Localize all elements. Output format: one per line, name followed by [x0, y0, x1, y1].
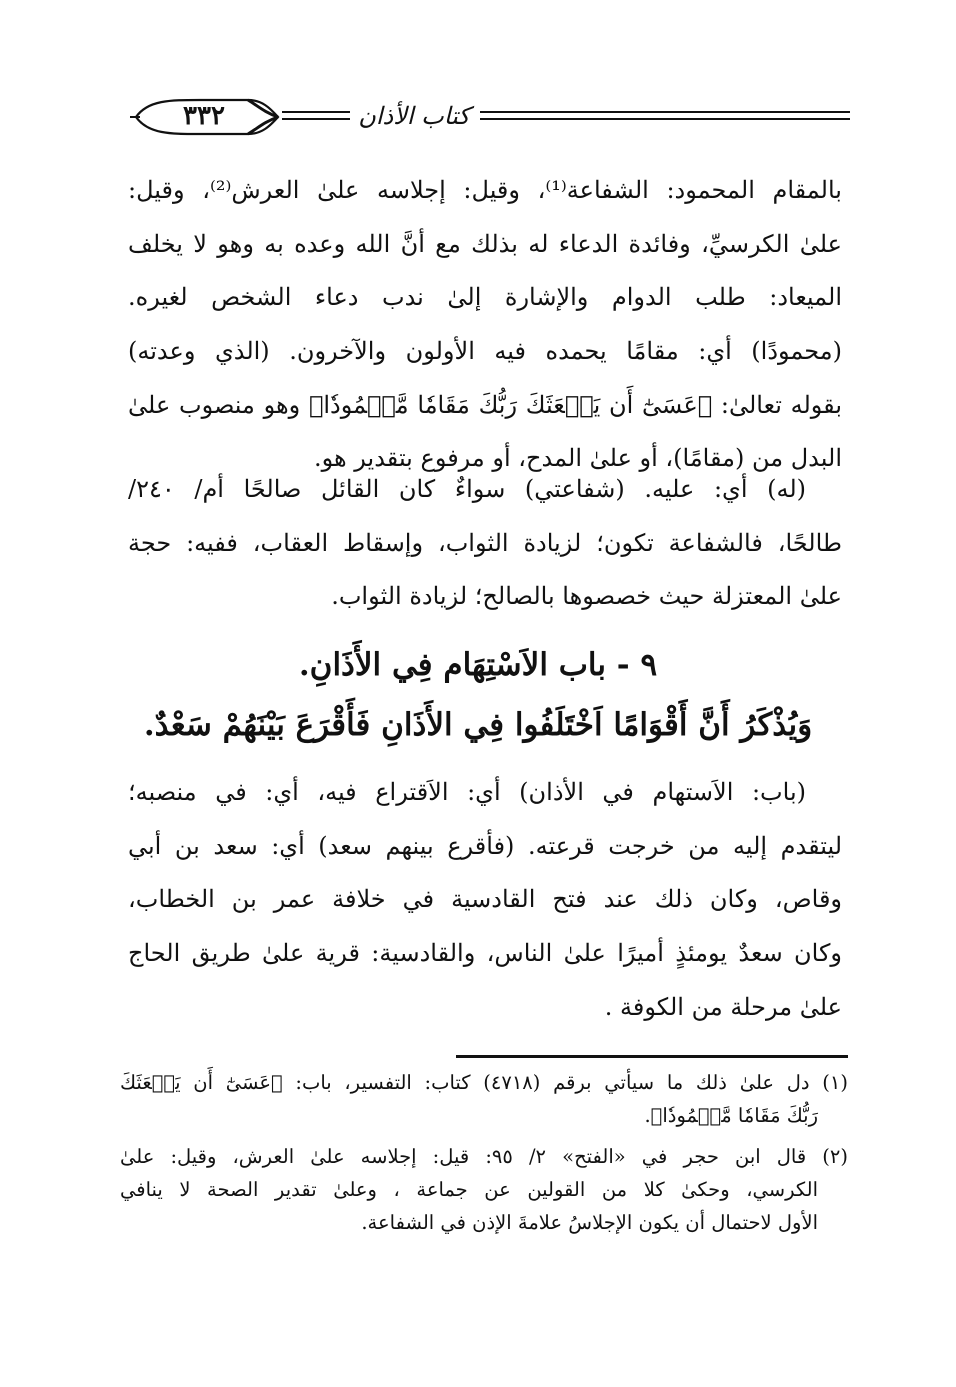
chapter-heading: ٩ - باب الاَسْتِهَام فِي الأَذَانِ.: [298, 647, 658, 683]
page-number-badge: [130, 98, 280, 136]
text-line: علىٰ المعتزلة حيث خصصوها بالصالح؛ لزيادة الثواب.: [331, 582, 842, 611]
running-book-title: كتاب الأذان: [358, 102, 470, 130]
text-line: وكان سعدٌ يومئذٍ أميرًا علىٰ الناس، والقادسية: قرية علىٰ طريق الحاج: [128, 939, 843, 968]
text-line: (باب: الاَستهام في الأذان) أي: الاَقتراع فيه، أي: في منصبه؛: [128, 778, 806, 806]
text-line: طالحًا، فالشفاعة تكون؛ لزيادة الثواب، وإسقاط العقاب، ففيه: حجة: [128, 528, 842, 557]
footnote-line: (١) دل علىٰ ذلك ما سيأتي برقم (٤٧١٨) كتاب: التفسير، باب: ﴿عَسَىٰٓ أَن يَبۡعَثَكَ: [120, 1071, 849, 1094]
header-rule-right-bottom: [480, 118, 850, 120]
text-line: وقاص، وكان ذلك عند فتح القادسية في خلافة عمر بن الخطاب،: [128, 885, 842, 914]
text-line: بقوله تعالىٰ: ﴿عَسَىٰٓ أَن يَبۡعَثَكَ رَبُّكَ مَقَامٗا مَّحۡمُودٗا﴾ وهو منصوب علىٰ: [128, 390, 842, 419]
text-line: علىٰ مرحلة من الكوفة .: [604, 992, 842, 1021]
page-number: ٣٣٢: [183, 101, 225, 131]
chapter-hadith-text: وَيُذْكَرُ أَنَّ أَقْوَامًا اَخْتَلَفُوا فِي الأَذَانِ فَأَقْرَعَ بَيْنَهُمْ سَعْدٌ.: [143, 707, 813, 743]
paragraph-3: [128, 766, 842, 1034]
text-line: البدل من (مقامًا)، أو علىٰ المدح، أو مرفوع بتقدير هو.: [313, 444, 842, 473]
footnote-1: [120, 1066, 848, 1132]
footnote-line: الأول لاحتمال أن يكون الإجلاسُ علامةَ الإذن في الشفاعة.: [361, 1211, 818, 1234]
text-line: الميعاد: طلب الدوام والإشارة إلىٰ ندب دعاء الشخص لغيره.: [128, 283, 842, 312]
text-line: (محمودًا) أي: مقامًا يحمده فيه الأولون والآخرون. (الذي وعدته): [128, 337, 842, 366]
footnote-separator: [456, 1055, 848, 1058]
footnote-line: رَبُّكَ مَقَامٗا مَّحۡمُودٗا﴾.: [644, 1104, 818, 1127]
text-line: (له) أي: عليه. (شفاعتي) سواءٌ كان القائل صالحًا أم/ ٢٤٠/: [128, 475, 806, 503]
footnote-line: (٢) قال ابن حجر في «الفتح» ٢/ ٩٥: قيل: إجلاسه علىٰ العرش، وقيل: علىٰ: [120, 1145, 848, 1168]
paragraph-2: [128, 463, 842, 624]
text-line: ليتقدم إليه من خرجت قرعته. (فأقرع بينهم سعد) أي: سعد بن أبي: [128, 831, 843, 860]
page-header: [130, 96, 850, 140]
header-rule-middle-top: [282, 111, 350, 113]
header-rule-right-top: [480, 111, 850, 113]
footnote-2: [120, 1140, 848, 1239]
text-line: بالمقام المحمود: الشفاعة⁽¹⁾، وقيل: إجلاسه علىٰ العرش⁽²⁾، وقيل:: [128, 176, 842, 204]
footnote-line: الكرسي، وحكىٰ كلا من القولين عن جماعة ، وعلىٰ تقدير الصحة لا ينافي: [120, 1178, 818, 1201]
text-line: علىٰ الكرسيِّ، وفائدة الدعاء له بذلك مع أنَّ الله وعده به وهو لا يخلف: [128, 229, 842, 258]
header-rule-middle-bottom: [282, 118, 350, 120]
footnotes: [120, 1066, 848, 1247]
paragraph-1: [128, 164, 842, 486]
